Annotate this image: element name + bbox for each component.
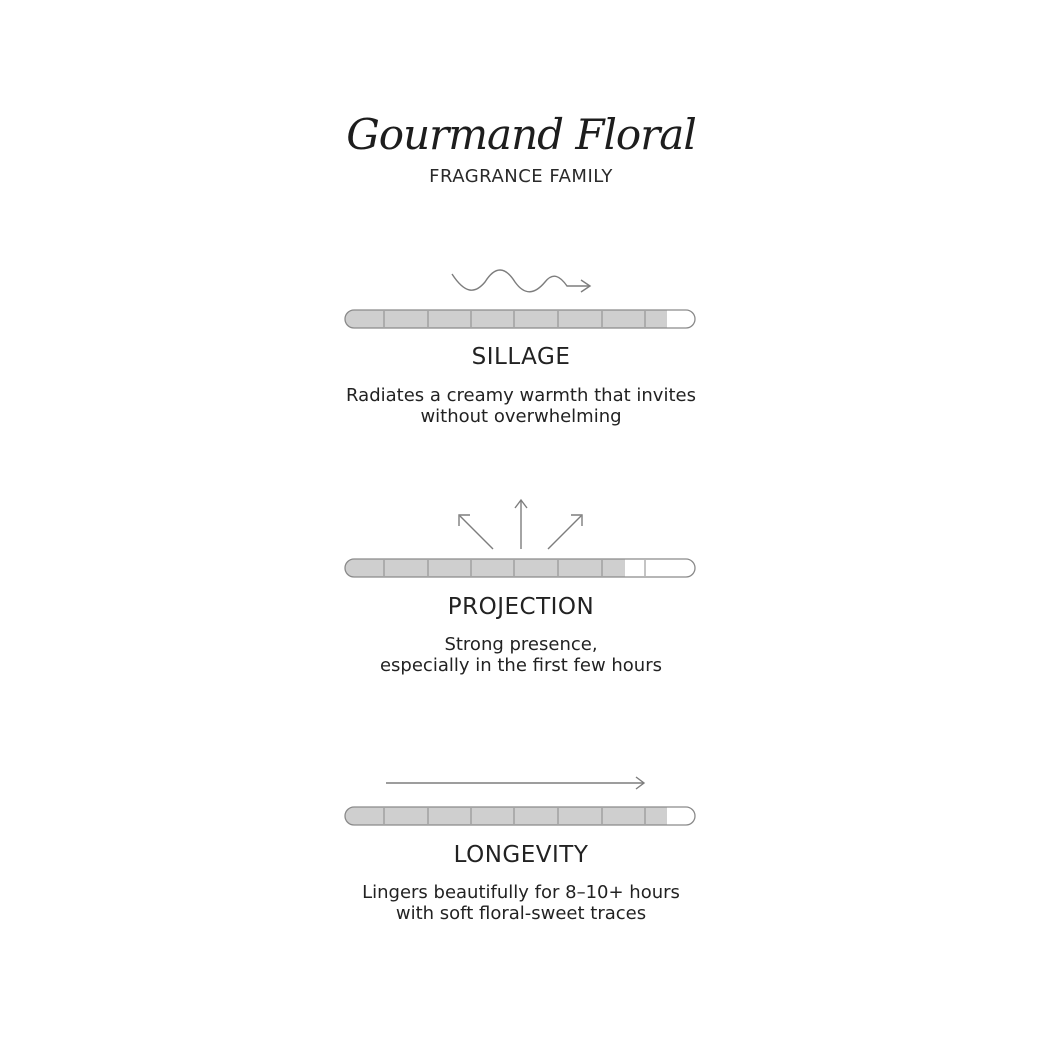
longevity-meter (344, 806, 696, 826)
description-line: Strong presence, (444, 634, 598, 655)
description-line: Lingers beautifully for 8–10+ hours (362, 882, 680, 903)
metric-label: PROJECTION (447, 594, 595, 620)
metric-longevity (0, 760, 1042, 960)
metric-label: SILLAGE (471, 344, 571, 370)
meter-fill (345, 310, 667, 328)
metric-label: LONGEVITY (453, 842, 589, 868)
page-title: Gourmand Floral (346, 110, 696, 159)
description-line: Radiates a creamy warmth that invites (346, 385, 696, 406)
page-subtitle: FRAGRANCE FAMILY (429, 166, 613, 187)
meter-fill (345, 559, 625, 577)
projection-meter (344, 558, 696, 578)
sillage-meter (344, 309, 696, 329)
metric-projection (0, 490, 1042, 690)
long-arrow-icon (380, 769, 660, 799)
wave-arrow-icon (445, 262, 605, 312)
metric-description (0, 634, 1042, 676)
radiating-arrows-icon (440, 490, 600, 560)
description-line: especially in the first few hours (379, 655, 662, 676)
description-line: without overwhelming (420, 406, 622, 427)
description-line: with soft floral-sweet traces (395, 903, 647, 924)
metric-description (0, 882, 1042, 924)
metric-description (0, 385, 1042, 427)
metric-sillage (0, 250, 1042, 450)
meter-fill (345, 807, 667, 825)
